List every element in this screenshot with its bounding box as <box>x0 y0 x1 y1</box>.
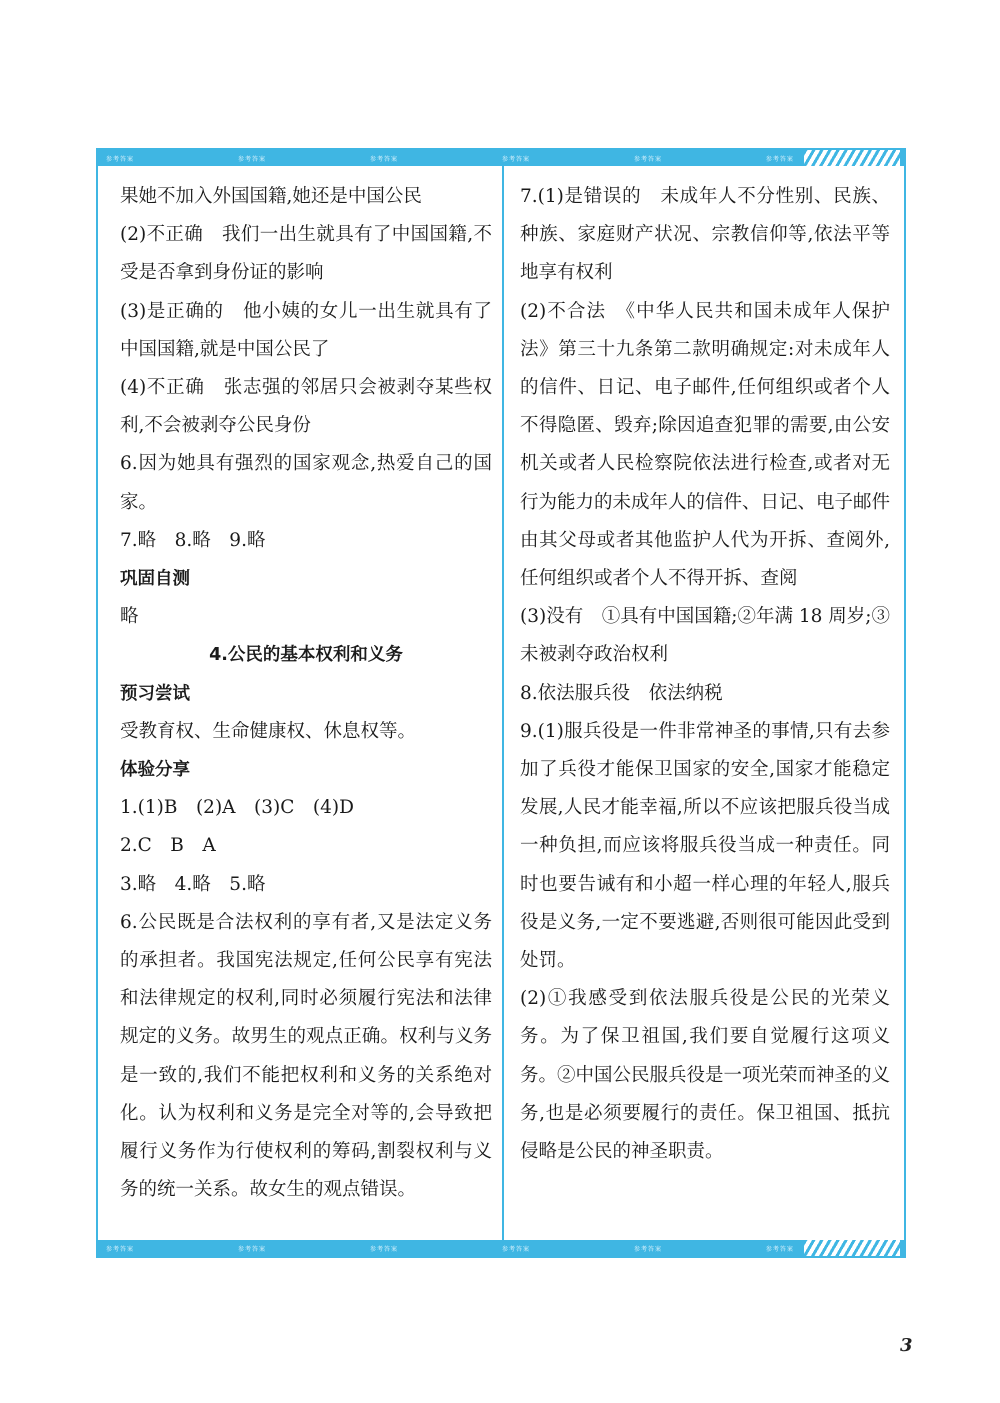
header-tag: 参考答案 <box>369 155 398 163</box>
header-tag: 参考答案 <box>501 155 530 163</box>
answer-frame <box>96 148 906 1258</box>
right-item: 7.(1)是错误的 未成年人不分性别、民族、种族、家庭财产状况、宗教信仰等,依法平等地享有权利 <box>520 186 890 284</box>
section-heading: 体验分享 <box>120 760 190 781</box>
left-item: 7.略 8.略 9.略 <box>120 529 266 551</box>
chapter-title: 4.公民的基本权利和义务 <box>209 645 403 666</box>
left-item: (3)是正确的 他小姨的女儿一出生就具有了中国国籍,就是中国公民了 <box>120 300 492 360</box>
left-item: 受教育权、生命健康权、休息权等。 <box>120 720 417 742</box>
left-item: 6.因为她具有强烈的国家观念,热爱自己的国家。 <box>120 453 492 513</box>
left-item: 略 <box>120 606 139 628</box>
left-item: 2.C B A <box>120 835 216 857</box>
footer-tag: 参考答案 <box>369 1245 398 1253</box>
right-item: (2)①我感受到依法服兵役是公民的光荣义务。为了保卫祖国,我们要自觉履行这项义务。②中国公民服兵役是一项光荣而神圣的义务,也是必须要履行的责任。保卫祖国、抵抗侵略是公民的神圣职责。 <box>520 988 891 1163</box>
right-item: (3)没有 ①具有中国国籍;②年满 18 周岁;③未被剥夺政治权利 <box>520 606 890 666</box>
footer-tag: 参考答案 <box>237 1245 266 1253</box>
left-item: (2)不正确 我们一出生就具有了中国国籍,不受是否拿到身份证的影响 <box>120 224 492 284</box>
footer-tag: 参考答案 <box>633 1245 662 1253</box>
header-stripes-decoration <box>804 150 900 166</box>
footer-band <box>98 1240 904 1256</box>
header-tag: 参考答案 <box>237 155 266 163</box>
right-item: 8.依法服兵役 依法纳税 <box>520 682 723 704</box>
right-column <box>520 178 890 1171</box>
left-item: 1.(1)B (2)A (3)C (4)D <box>120 797 354 819</box>
left-item: 3.略 4.略 5.略 <box>120 873 266 895</box>
right-item: (2)不合法 《中华人民共和国未成年人保护法》第三十九条第二款明确规定:对未成年人的信件、日记、电子邮件,任何组织或者个人不得隐匿、毁弃;除因追查犯罪的需要,由公安机关或者人民检察院依法进行检查,或者对无行为能力的未成年人的信件、日记、电子邮件由其父母或者其他监护人代为开拆、查阅外,任何组织或者个人不得开拆、查阅 <box>520 300 891 590</box>
footer-tag: 参考答案 <box>501 1245 530 1253</box>
right-item: 9.(1)服兵役是一件非常神圣的事情,只有去参加了兵役才能保卫国家的安全,国家才能稳定发展,人民才能幸福,所以不应该把服兵役当成一种负担,而应该将服兵役当成一种责任。同时也要告诫有和小超一样心理的年轻人,服兵役是义务,一定不要逃避,否则很可能因此受到处罚。 <box>520 720 890 972</box>
footer-tag: 参考答案 <box>106 1245 135 1253</box>
section-heading: 预习尝试 <box>120 683 190 704</box>
footer-stripes-decoration <box>804 1240 900 1256</box>
left-item: (4)不正确 张志强的邻居只会被剥夺某些权利,不会被剥夺公民身份 <box>120 377 492 437</box>
header-tags <box>106 153 794 163</box>
left-item: 6.公民既是合法权利的享有者,又是法定义务的承担者。我国宪法规定,任何公民享有宪法和法律规定的权利,同时必须履行宪法和法律规定的义务。故男生的观点正确。权利与义务是一致的,我们不能把权利和义务的关系绝对化。认为权利和义务是完全对等的,会导致把履行义务作为行使权利的筹码,割裂权利与义务的统一关系。故女生的观点错误。 <box>120 911 492 1201</box>
column-divider <box>502 166 504 1240</box>
section-heading: 巩固自测 <box>120 569 190 590</box>
left-column <box>120 178 492 1209</box>
header-tag: 参考答案 <box>106 155 135 163</box>
page-number: 3 <box>900 1335 913 1356</box>
left-item: 果她不加入外国国籍,她还是中国公民 <box>120 186 422 207</box>
header-band <box>98 150 904 166</box>
footer-tags <box>106 1243 794 1253</box>
footer-tag: 参考答案 <box>765 1245 794 1253</box>
header-tag: 参考答案 <box>765 155 794 163</box>
header-tag: 参考答案 <box>633 155 662 163</box>
